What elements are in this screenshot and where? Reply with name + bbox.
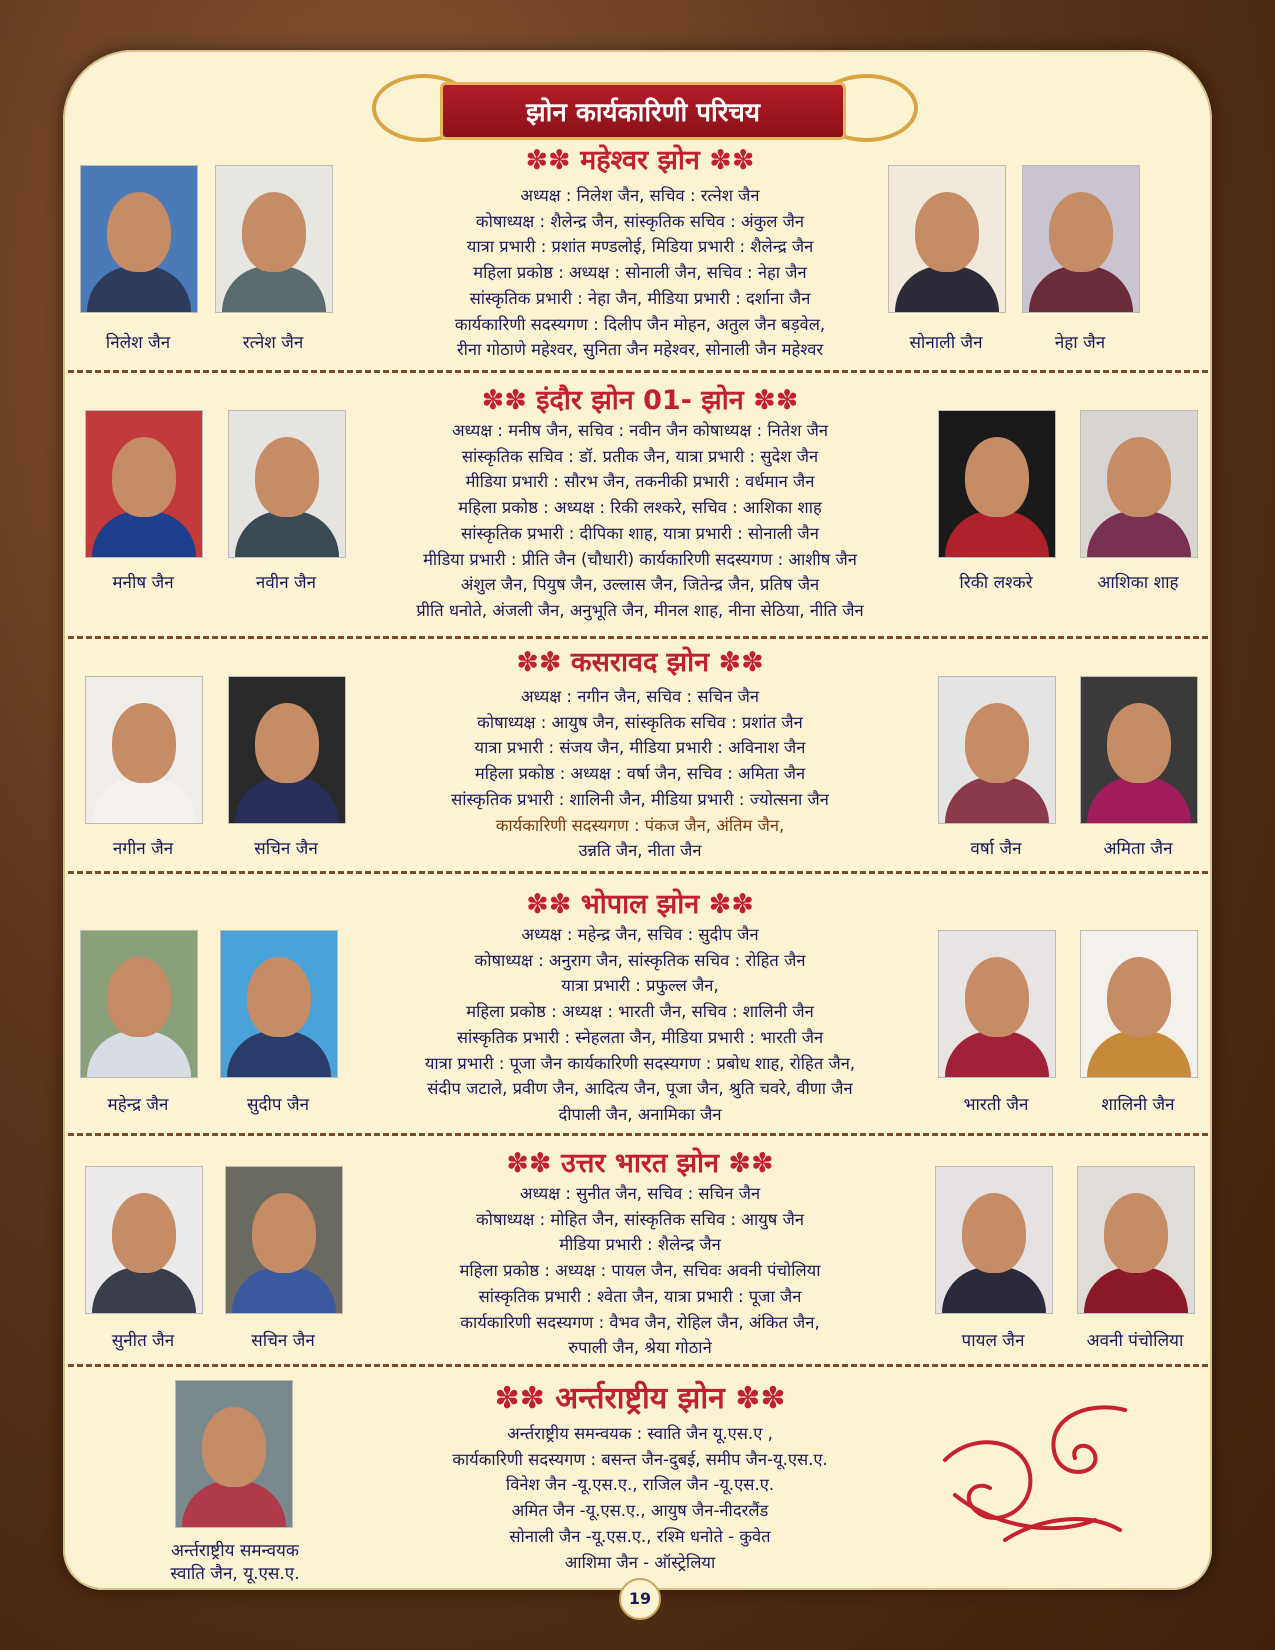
person-photo (85, 410, 203, 558)
person-name: रिकी लश्करे (959, 573, 1033, 593)
person-name: अवनी पंचोलिया (1086, 1331, 1184, 1351)
person-name: सोनाली जैन (909, 333, 983, 353)
page-number: 19 (619, 1578, 661, 1620)
person-photo (938, 930, 1056, 1078)
person-photo (80, 930, 198, 1078)
person-photo (80, 165, 198, 313)
person-name: सचिन जैन (254, 839, 318, 859)
zone-title-international: ✽✽ अर्न्तराष्ट्रीय झोन ✽✽ (494, 1381, 786, 1416)
person-photo (215, 165, 333, 313)
zone-divider (68, 1133, 1208, 1136)
person-role: अर्न्तराष्ट्रीय समन्वयक (171, 1541, 299, 1561)
zone-divider (68, 1364, 1208, 1367)
person-photo (85, 1166, 203, 1314)
person-name: महेन्द्र जैन (107, 1095, 169, 1115)
person-photo (938, 676, 1056, 824)
person-name: निलेश जैन (105, 333, 171, 353)
zone-info-kasravad: अध्यक्ष : नगीन जैन, सचिव : सचिन जैन कोषाध्यक्ष : आयुष जैन, सांस्कृतिक सचिव : प्रशांत जैन यात्रा प्रभारी : संजय जैन, मीडिया प्रभारी : अविनाश जैन महिला प्रकोष्ठ : अध्यक्ष : वर्षा जैन, सचिव : अमिता जैन सांस्कृतिक प्रभारी : शालिनी जैन, मीडिया प्रभारी : ज्योत्सना जैन कार्यकारिणी सदस्यगण : पंकज जैन, अंतिम जैन, उन्नति जैन, नीता जैन (451, 687, 829, 861)
zone-info-indore: अध्यक्ष : मनीष जैन, सचिव : नवीन जैन कोषाध्यक्ष : नितेश जैन सांस्कृतिक सचिव : डॉ. प्रतीक जैन, यात्रा प्रभारी : सुदेश जैन मीडिया प्रभारी : सौरभ जैन, तकनीकी प्रभारी : वर्धमान जैन महिला प्रकोष्ठ : अध्यक्ष : रिकी लश्करे, सचिव : आशिका शाह सांस्कृतिक प्रभारी : दीपिका शाह, यात्रा प्रभारी : सोनाली जैन मीडिया प्रभारी : प्रीति जैन (चौधारी) कार्यकारिणी सदस्यगण : आशीष जैन अंशुल जैन, पियुष जैन, उल्लास जैन, जितेन्द्र जैन, प्रतिष जैन प्रीति धनोते, अंजली जैन, अनुभूति जैन, मीनल शाह, नीना सेठिया, नीति जैन (416, 421, 864, 620)
zone-title-indore: ✽✽ इंदौर झोन 01- झोन ✽✽ (481, 385, 799, 416)
person-photo (228, 410, 346, 558)
person-name: नेहा जैन (1054, 333, 1106, 353)
person-name: स्वाति जैन, यू.एस.ए. (170, 1564, 300, 1584)
person-photo (935, 1166, 1053, 1314)
person-name: नवीन जैन (255, 573, 317, 593)
person-photo (228, 676, 346, 824)
floral-swirl-ornament (935, 1400, 1135, 1550)
person-name: अमिता जैन (1103, 839, 1173, 859)
zone-title-kasravad: ✽✽ कसरावद झोन ✽✽ (516, 647, 764, 678)
person-photo (175, 1380, 293, 1528)
person-photo (225, 1166, 343, 1314)
page-title-banner (440, 82, 846, 140)
person-photo (1077, 1166, 1195, 1314)
person-name: नगीन जैन (112, 839, 174, 859)
person-photo (220, 930, 338, 1078)
zone-title-maheshwar: ✽✽ महेश्वर झोन ✽✽ (525, 145, 755, 176)
person-photo (1080, 676, 1198, 824)
zone-info-maheshwar: अध्यक्ष : निलेश जैन, सचिव : रत्नेश जैन कोषाध्यक्ष : शैलेन्द्र जैन, सांस्कृतिक सचिव : अंकुल जैन यात्रा प्रभारी : प्रशांत मण्डलोई, मिडिया प्रभारी : शैलेन्द्र जैन महिला प्रकोष्ठ : अध्यक्ष : सोनाली जैन, सचिव : नेहा जैन सांस्कृतिक प्रभारी : नेहा जैन, मीडिया प्रभारी : दर्शाना जैन कार्यकारिणी सदस्यगण : दिलीप जैन मोहन, अतुल जैन बड़वेल, रीना गोठाणे महेश्वर, सुनिता जैन महेश्वर, सोनाली जैन महेश्वर (454, 186, 826, 360)
zone-title-bhopal: ✽✽ भोपाल झोन ✽✽ (526, 889, 754, 920)
person-photo (938, 410, 1056, 558)
zone-info-bhopal: अध्यक्ष : महेन्द्र जैन, सचिव : सुदीप जैन कोषाध्यक्ष : अनुराग जैन, सांस्कृतिक सचिव : रोहित जैन यात्रा प्रभारी : प्रफुल्ल जैन, महिला प्रकोष्ठ : अध्यक्ष : भारती जैन, सचिव : शालिनी जैन सांस्कृतिक प्रभारी : स्नेहलता जैन, मीडिया प्रभारी : भारती जैन यात्रा प्रभारी : पूजा जैन कार्यकारिणी सदस्यगण : प्रबोध शाह, रोहित जैन, संदीप जटाले, प्रवीण जैन, आदित्य जैन, पूजा जैन, श्रुति चवरे, वीणा जैन दीपाली जैन, अनामिका जैन (424, 925, 856, 1124)
person-name: रत्नेश जैन (242, 333, 304, 353)
person-name: सुदीप जैन (246, 1095, 310, 1115)
zone-info-uttar-bharat: अध्यक्ष : सुनीत जैन, सचिव : सचिन जैन कोषाध्यक्ष : मोहित जैन, सांस्कृतिक सचिव : आयुष जैन मीडिया प्रभारी : शैलेन्द्र जैन महिला प्रकोष्ठ : अध्यक्ष : पायल जैन, सचिवः अवनी पंचोलिया सांस्कृतिक प्रभारी : श्वेता जैन, यात्रा प्रभारी : पूजा जैन कार्यकारिणी सदस्यगण : वैभव जैन, रोहिल जैन, अंकित जैन, रुपाली जैन, श्रेया गोठाने (459, 1184, 821, 1358)
page-title: झोन कार्यकारिणी परिचय (525, 98, 761, 128)
person-name: आशिका शाह (1097, 573, 1179, 593)
person-photo (1022, 165, 1140, 313)
zone-divider (68, 370, 1208, 373)
person-photo (85, 676, 203, 824)
person-name: पायल जैन (961, 1331, 1025, 1351)
person-photo (1080, 930, 1198, 1078)
person-photo (888, 165, 1006, 313)
zone-title-uttar-bharat: ✽✽ उत्तर भारत झोन ✽✽ (506, 1148, 774, 1179)
person-name: वर्षा जैन (970, 839, 1022, 859)
zone-divider (68, 871, 1208, 874)
zone-divider (68, 636, 1208, 639)
person-name: शालिनी जैन (1101, 1095, 1175, 1115)
person-name: मनीष जैन (112, 573, 174, 593)
person-name: सचिन जैन (251, 1331, 315, 1351)
person-name: सुनीत जैन (111, 1331, 175, 1351)
zone-info-international: अर्न्तराष्ट्रीय समन्वयक : स्वाति जैन यू.एस.ए , कार्यकारिणी सदस्यगण : बसन्त जैन-दुबई, समीप जैन-यू.एस.ए. विनेश जैन -यू.एस.ए., राजिल जैन -यू.एस.ए. अमित जैन -यू.एस.ए., आयुष जैन-नीदरलैंड सोनाली जैन -यू.एस.ए., रश्मि धनोते - कुवेत आशिमा जैन - ऑस्ट्रेलिया (452, 1424, 828, 1572)
person-photo (1080, 410, 1198, 558)
person-name: भारती जैन (963, 1095, 1029, 1115)
